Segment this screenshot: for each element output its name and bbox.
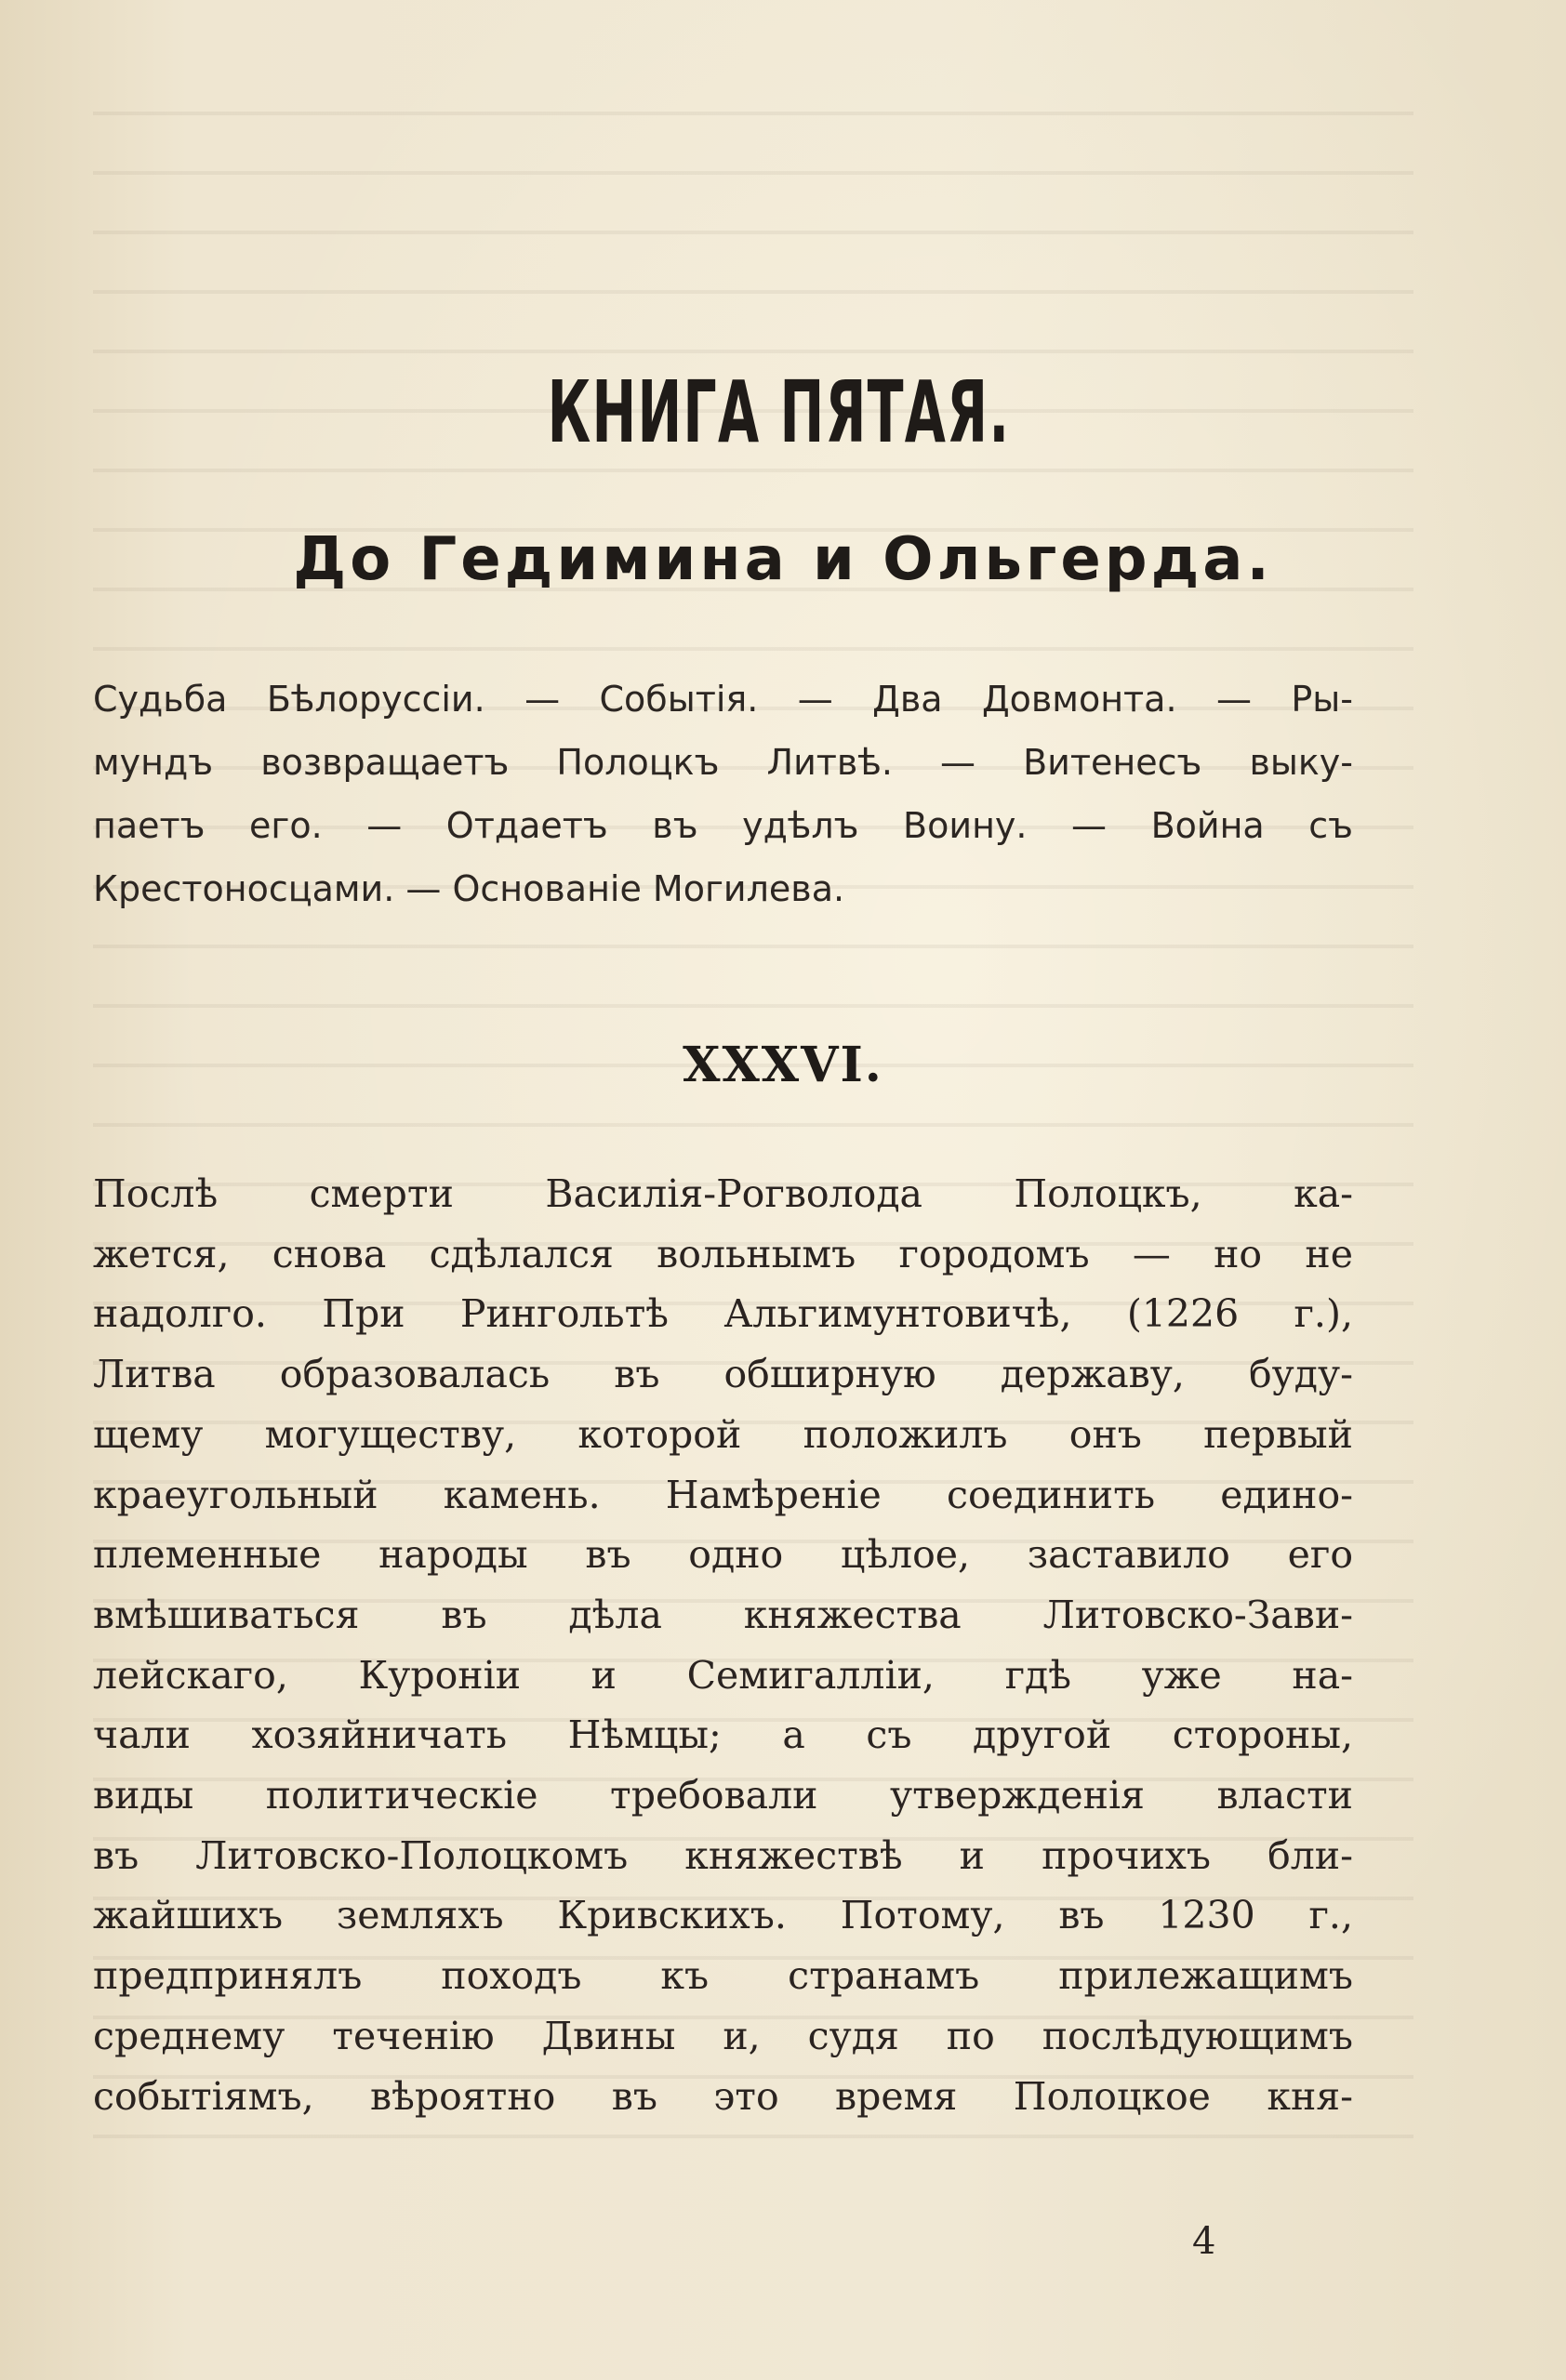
body-line: краеугольный камень. Намѣреніе соединить едино-	[93, 1472, 1353, 1517]
body-line: надолго. При Рингольтѣ Альгимунтовичѣ, (1226 г.),	[93, 1291, 1353, 1337]
body-line: виды политическіе требовали утвержденія власти	[93, 1773, 1353, 1818]
body-line: Литва образовалась въ обширную державу, буду-	[93, 1352, 1353, 1397]
book-title: КНИГА ПЯТАЯ.	[547, 363, 1011, 462]
body-paragraph	[93, 1164, 1353, 2126]
body-line: событіямъ, вѣроятно въ это время Полоцкое кня-	[93, 2073, 1353, 2119]
body-line: среднему теченію Двины и, судя по послѣдующимъ	[93, 2013, 1353, 2058]
body-line: жайшихъ земляхъ Кривскихъ. Потому, въ 1230 г.,	[93, 1893, 1353, 1938]
body-line: предпринялъ походъ къ странамъ прилежащимъ	[93, 1953, 1353, 1999]
chapter-title: До Гедимина и Ольгерда.	[293, 525, 1273, 594]
body-line: племенные народы въ одно цѣлое, заставило его	[93, 1532, 1353, 1578]
body-line: щему могуществу, которой положилъ онъ первый	[93, 1411, 1353, 1457]
chapter-summary	[93, 668, 1353, 920]
summary-line: Судьба Бѣлоруссіи. — Событія. — Два Довмонта. — Ры-	[93, 679, 1353, 720]
section-number: XXXVI.	[683, 1037, 883, 1093]
body-line: лейскаго, Куроніи и Семигалліи, гдѣ уже на-	[93, 1652, 1353, 1698]
page-number: 4	[1192, 2220, 1216, 2263]
summary-line: Крестоносцами. — Основаніе Могилева.	[93, 868, 845, 909]
summary-line: мундъ возвращаетъ Полоцкъ Литвѣ. — Витенесъ выку-	[93, 742, 1353, 783]
summary-line: паетъ его. — Отдаетъ въ удѣлъ Воину. — Война съ	[93, 805, 1353, 846]
body-line: вмѣшиваться въ дѣла княжества Литовско-Зави-	[93, 1592, 1353, 1637]
body-line: чали хозяйничать Нѣмцы; а съ другой стороны,	[93, 1712, 1353, 1758]
body-line: жется, снова сдѣлался вольнымъ городомъ — но не	[93, 1231, 1353, 1276]
body-line: Послѣ смерти Василія-Рогволода Полоцкъ, ка-	[93, 1171, 1353, 1216]
body-line: въ Литовско-Полоцкомъ княжествѣ и прочихъ бли-	[93, 1832, 1353, 1878]
